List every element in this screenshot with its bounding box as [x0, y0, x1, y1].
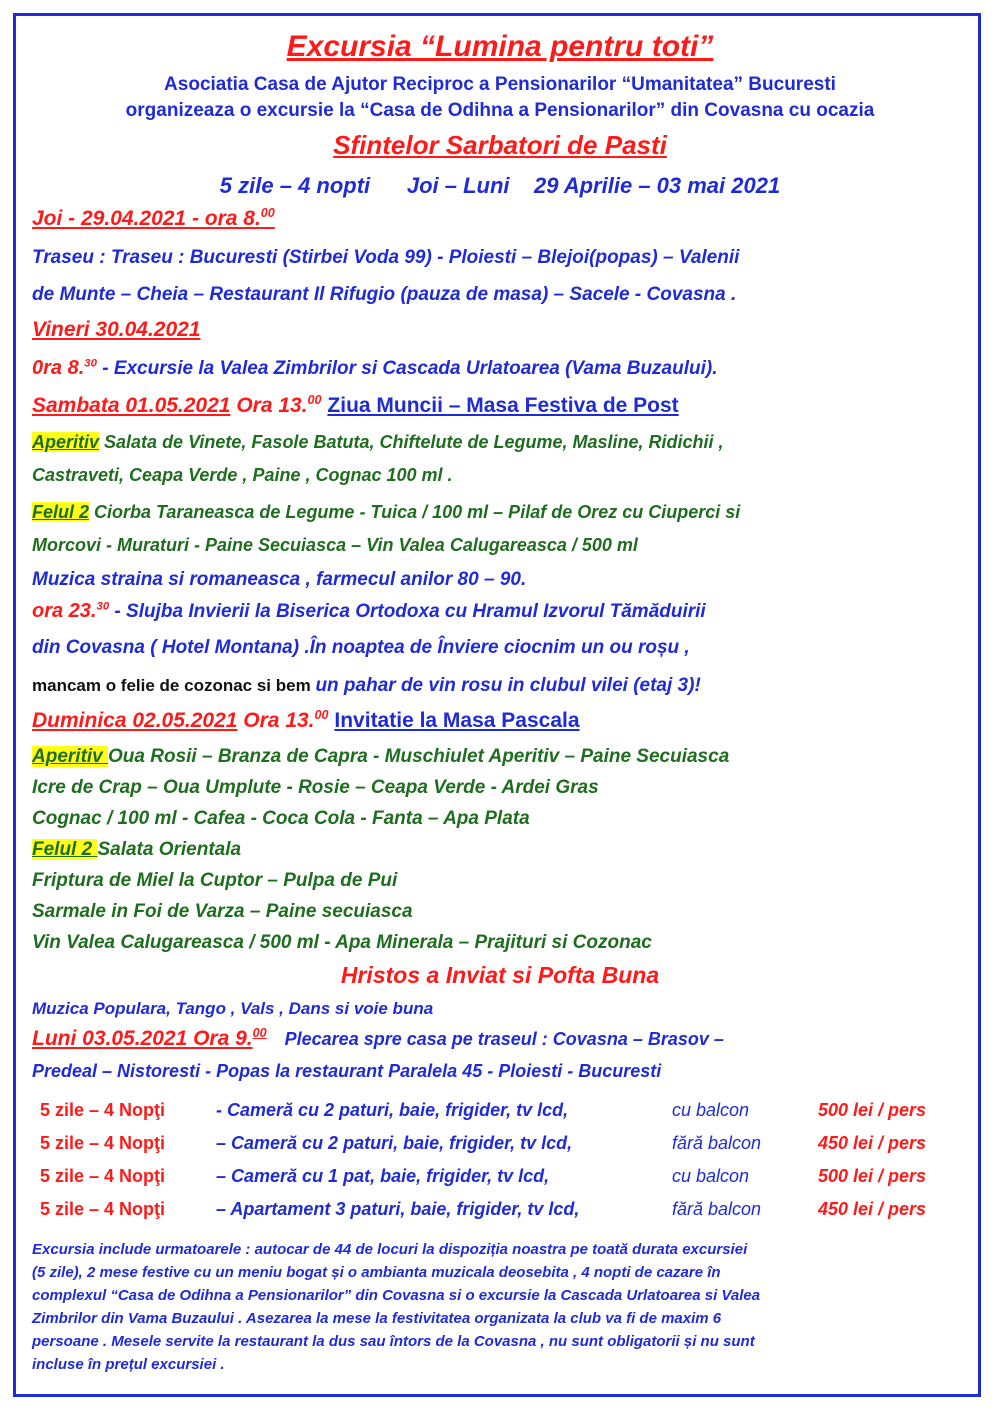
day3-header: Sambata 01.05.2021 Ora 13.00 Ziua Muncii – Masa Festiva de Post [32, 393, 679, 417]
day4-aperitiv-line-2: Icre de Crap – Oua Umplute - Rosie – Ceapa Verde - Ardei Gras [32, 777, 599, 798]
price-row: 5 zile – 4 Nopţi – Apartament 3 paturi, baie, frigider, tv lcd, fără balcon 450 lei / pers [40, 1199, 927, 1219]
day1-route-line-2: de Munte – Cheia – Restaurant Il Rifugio (pauza de masa) – Sacele - Covasna . [32, 284, 737, 305]
felul2-label: Felul 2 [32, 502, 90, 522]
felul2-label: Felul 2 [32, 839, 98, 860]
footer-line-2: (5 zile), 2 mese festive cu un meniu bogat și o ambianta muzicala deosebita , 4 nopti de cazare în [32, 1264, 721, 1281]
organizer-line-2: organizeaza o excursie la “Casa de Odihna a Pensionarilor” din Covasna cu ocazia [125, 100, 875, 121]
day3-aperitiv-line-2: Castraveti, Ceapa Verde , Paine , Cognac 100 ml . [32, 465, 453, 485]
price-row: 5 zile – 4 Nopţi – Cameră cu 2 paturi, baie, frigider, tv lcd, fără balcon 450 lei / pers [40, 1133, 927, 1153]
organizer-line-1: Asociatia Casa de Ajutor Reciproc a Pensionarilor “Umanitatea” Bucuresti [164, 74, 836, 95]
day3-felul2-line-2: Morcovi - Muraturi - Paine Secuiasca – Vin Valea Calugareasca / 500 ml [32, 535, 638, 555]
footer-line-4: Zimbrilor din Vama Buzaului . Asezarea la mese la festivitatea organizata la club va fi de maxim 6 [32, 1310, 722, 1327]
day4-felul2-line-2: Friptura de Miel la Cuptor – Pulpa de Pui [32, 870, 398, 891]
day4-felul2-line-4: Vin Valea Calugareasca / 500 ml - Apa Minerala – Prajituri si Cozonac [32, 932, 652, 953]
day3-music: Muzica straina si romaneasca , farmecul anilor 80 – 90. [32, 569, 527, 590]
day3-night-line-1: ora 23.30 - Slujba Invierii la Biserica Ortodoxa cu Hramul Izvorul Tămăduirii [32, 600, 706, 622]
day4-felul2-line-1: Felul 2 Salata Orientala [32, 839, 242, 860]
day2-activity: 0ra 8.30 - Excursie la Valea Zimbrilor si Cascada Urlatoarea (Vama Buzaului). [32, 357, 718, 379]
day3-night-line-3: mancam o felie de cozonac si bem un pahar de vin rosu in clubul vilei (etaj 3)! [32, 675, 701, 696]
day4-music: Muzica Populara, Tango , Vals , Dans si voie buna [32, 999, 434, 1018]
price-row: 5 zile – 4 Nopţi - Cameră cu 2 paturi, baie, frigider, tv lcd, cu balcon 500 lei / pers [40, 1100, 927, 1120]
day3-felul2-line-1: Felul 2 Ciorba Taraneasca de Legume - Tuica / 100 ml – Pilaf de Orez cu Ciuperci si [32, 502, 741, 522]
day1-route-line-1: Traseu : Traseu : Bucuresti (Stirbei Voda 99) - Ploiesti – Blejoi(popas) – Valenii [32, 247, 740, 268]
day3-aperitiv-line-1: Aperitiv Salata de Vinete, Fasole Batuta, Chiftelute de Legume, Masline, Ridichii , [32, 432, 724, 452]
footer-line-1: Excursia include urmatoarele : autocar de 44 de locuri la dispoziția noastra pe toată durata excursiei [32, 1241, 748, 1258]
footer-line-3: complexul “Casa de Odihna a Pensionarilor” din Covasna si o excursie la Cascada Urlatoarea si Valea [32, 1287, 761, 1304]
day1-date: Joi - 29.04.2021 - ora 8.00 [32, 206, 275, 230]
footer-line-5: persoane . Mesele servite la restaurant la dus sau întors de la Covasna , nu sunt obligatorii și nu sunt [32, 1333, 755, 1350]
day4-aperitiv-line-3: Cognac / 100 ml - Cafea - Coca Cola - Fanta – Apa Plata [32, 808, 530, 829]
day4-header: Duminica 02.05.2021 Ora 13.00 Invitatie la Masa Pascala [32, 708, 580, 732]
day4-felul2-line-3: Sarmale in Foi de Varza – Paine secuiasca [32, 901, 413, 922]
day5-route-line-2: Predeal – Nistoresti - Popas la restaurant Paralela 45 - Ploiesti - Bucuresti [32, 1061, 662, 1081]
easter-greeting: Hristos a Inviat si Pofta Buna [340, 962, 660, 988]
day2-date: Vineri 30.04.2021 [32, 318, 201, 341]
price-row: 5 zile – 4 Nopţi – Cameră cu 1 pat, baie, frigider, tv lcd, cu balcon 500 lei / pers [40, 1166, 927, 1186]
footer-line-6: incluse în prețul excursiei . [32, 1356, 225, 1373]
day4-aperitiv-line-1: Aperitiv Oua Rosii – Branza de Capra - Muschiulet Aperitiv – Paine Secuiasca [32, 746, 730, 767]
aperitiv-label: Aperitiv [32, 746, 109, 767]
day3-night-line-2: din Covasna ( Hotel Montana) .În noaptea de Înviere ciocnim un ou roșu , [32, 637, 690, 658]
flyer-title: Excursia “Lumina pentru toti” [286, 30, 714, 63]
occasion-title: Sfintelor Sarbatori de Pasti [333, 130, 667, 160]
aperitiv-label: Aperitiv [32, 432, 100, 452]
day5-header: Luni 03.05.2021 Ora 9.00 Plecarea spre casa pe traseul : Covasna – Brasov – [32, 1026, 724, 1050]
trip-duration: 5 zile – 4 nopti Joi – Luni 29 Aprilie – 03 mai 2021 [219, 173, 781, 198]
